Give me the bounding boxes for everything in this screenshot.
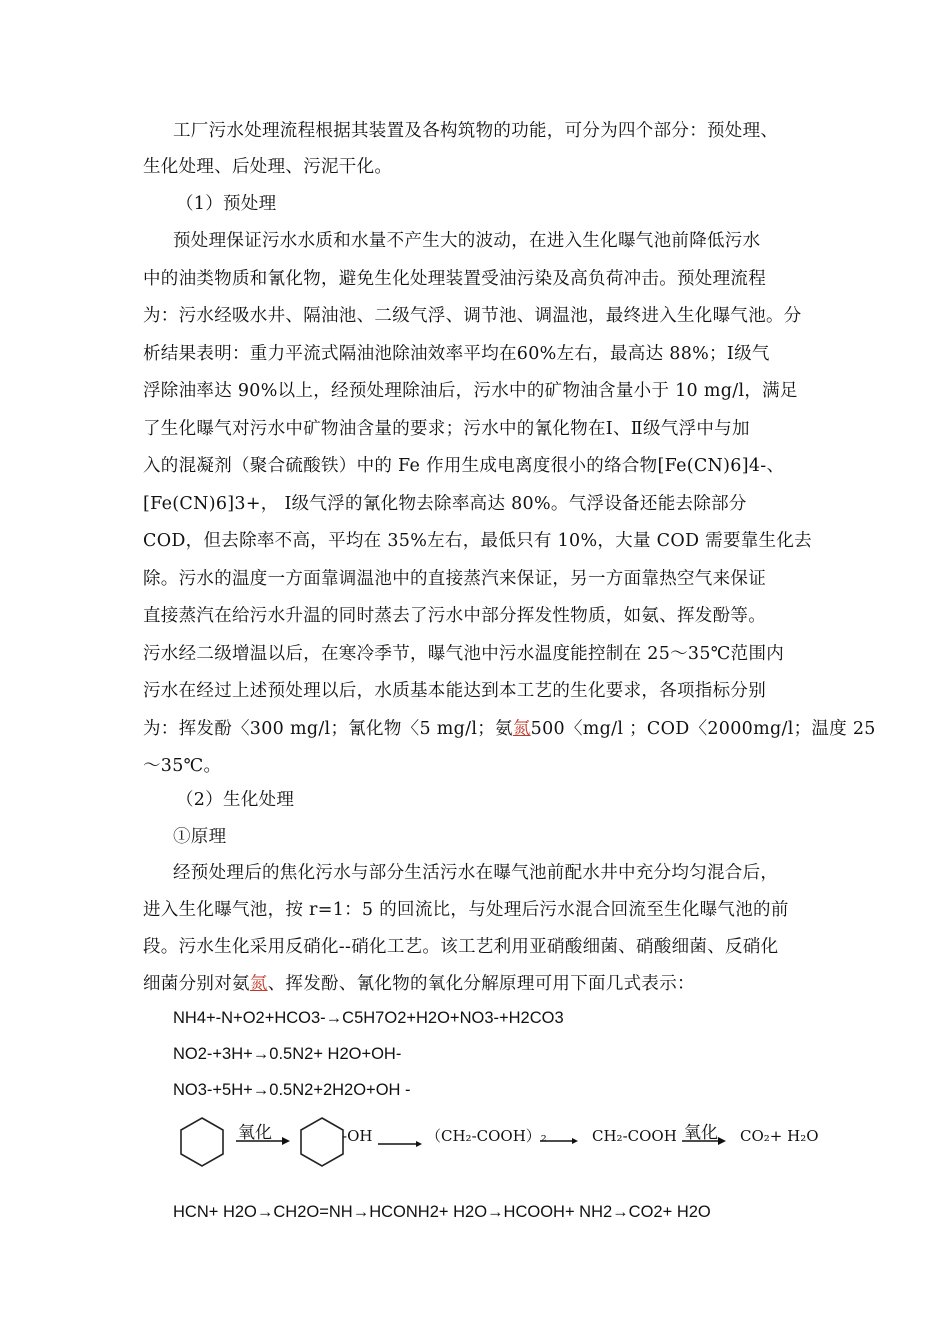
oxidize-label-1: 氧化 xyxy=(238,1123,272,1143)
intermediate-label: （CH₂-COOH）₂ xyxy=(426,1127,547,1145)
text-segment: 细菌分别对氨 xyxy=(143,974,250,994)
pre-line xyxy=(143,604,766,628)
pre-line xyxy=(143,267,766,291)
text-segment: 为：挥发酚〈300 mg/l；氰化物〈5 mg/l；氨 xyxy=(143,718,513,739)
arrow-2-head xyxy=(416,1141,422,1147)
highlighted-word: 氮 xyxy=(512,718,531,739)
pre-line xyxy=(143,679,766,703)
benzene-ring-2 xyxy=(301,1118,343,1166)
text-segment: 、挥发酚、氰化物的氧化分解原理可用下面几式表示： xyxy=(267,974,695,994)
text-segment: 经预处理后的焦化污水与部分生活污水在曝气池前配水井中充分均匀混合后， xyxy=(173,863,779,883)
text-segment: 析结果表明：重力平流式隔油池除油效率平均在60%左右，最高达 88%；Ⅰ级气 xyxy=(143,343,770,364)
arrow-1-head xyxy=(282,1137,290,1145)
text-segment: 污水经二级增温以后，在寒冷季节，曝气池中污水温度能控制在 25～35℃范围内 xyxy=(143,643,785,664)
pre-line xyxy=(173,229,760,253)
text-segment: 段。污水生化采用反硝化--硝化工艺。该工艺利用亚硝酸细菌、硝酸细菌、反硝化 xyxy=(143,937,779,957)
arrow-4-head xyxy=(718,1137,726,1145)
pre-line xyxy=(143,417,750,441)
pre-line xyxy=(143,642,784,666)
pre-line xyxy=(143,379,798,403)
bio-line xyxy=(143,898,789,922)
pre-line xyxy=(143,304,802,328)
phenol-oxidation-diagram xyxy=(170,1108,820,1174)
bio-line xyxy=(143,935,778,959)
benzene-ring-1 xyxy=(181,1118,223,1166)
text-segment: 了生化曝气对污水中矿物油含量的要求；污水中的氰化物在Ⅰ、Ⅱ级气浮中与加 xyxy=(143,418,750,439)
formula-no2: NO2-+3H+→0.5N2+ H2O+OH- xyxy=(173,1045,402,1063)
text-segment: ～35℃。 xyxy=(143,756,222,776)
pre-line xyxy=(143,529,812,553)
bio-line xyxy=(143,972,695,996)
text-segment: 为：污水经吸水井、隔油池、二级气浮、调节池、调温池，最终进入生化曝气池。分 xyxy=(143,306,802,326)
text-segment: 进入生化曝气池，按 r=1：5 的回流比，与处理后污水混合回流至生化曝气池的前 xyxy=(143,900,789,920)
pre-line xyxy=(143,342,770,366)
formula-nh4: NH4+-N+O2+HCO3-→C5H7O2+H2O+NO3-+H2CO3 xyxy=(173,1009,564,1027)
arrow-3-head xyxy=(572,1138,578,1144)
oxidize-label-2: 氧化 xyxy=(684,1123,718,1143)
formula-no3: NO3-+5H+→0.5N2+2H2O+OH - xyxy=(173,1081,411,1099)
product-label: CH₂-COOH xyxy=(592,1127,677,1145)
formula-hcn: HCN+ H2O→CH2O=NH→HCONH2+ H2O→HCOOH+ NH2→CO2+ H2O xyxy=(173,1203,711,1221)
hydroxyl-label: -OH xyxy=(342,1127,373,1145)
text-segment: COD，但去除率不高，平均在 35%左右，最低只有 10%，大量 COD 需要靠生化去 xyxy=(143,531,812,551)
text-segment: 500〈mg/l ；COD〈2000mg/l；温度 25 xyxy=(530,718,876,739)
text-segment: [Fe(CN)6]3+， Ⅰ级气浮的氰化物去除率高达 80%。气浮设备还能去除部分 xyxy=(143,493,747,514)
pre-line xyxy=(143,454,784,478)
text-segment: 直接蒸汽在给污水升温的同时蒸去了污水中部分挥发性物质，如氨、挥发酚等。 xyxy=(143,606,766,626)
text-segment: 预处理保证污水水质和水量不产生大的波动，在进入生化曝气池前降低污水 xyxy=(173,231,761,251)
pre-line xyxy=(143,717,876,741)
text-segment: 中的油类物质和氰化物，避免生化处理装置受油污染及高负荷冲击。预处理流程 xyxy=(143,268,766,289)
text-segment: 除。污水的温度一方面靠调温池中的直接蒸汽来保证，另一方面靠热空气来保证 xyxy=(143,568,766,589)
section-heading-pretreatment: （1）预处理 xyxy=(176,194,277,214)
final-product-label: CO₂+ H₂O xyxy=(740,1127,819,1145)
section-heading-biological: （2）生化处理 xyxy=(176,790,295,810)
intro-line-1: 工厂污水处理流程根据其装置及各构筑物的功能，可分为四个部分：预处理、 xyxy=(173,121,779,141)
pre-line xyxy=(143,567,766,591)
pre-line xyxy=(143,492,747,516)
pre-line xyxy=(143,754,221,778)
intro-line-2: 生化处理、后处理、污泥干化。 xyxy=(143,157,393,177)
text-segment: 入的混凝剂（聚合硫酸铁）中的 Fe 作用生成电离度很小的络合物[Fe(CN)6]4-、 xyxy=(143,456,785,476)
bio-line xyxy=(173,861,778,885)
text-segment: 污水在经过上述预处理以后，水质基本能达到本工艺的生化要求，各项指标分别 xyxy=(143,681,766,701)
subheading-principle: ①原理 xyxy=(173,827,227,847)
text-segment: 浮除油率达 90%以上，经预处理除油后，污水中的矿物油含量小于 10 mg/l，满足 xyxy=(143,381,798,401)
highlighted-word: 氮 xyxy=(249,974,268,994)
